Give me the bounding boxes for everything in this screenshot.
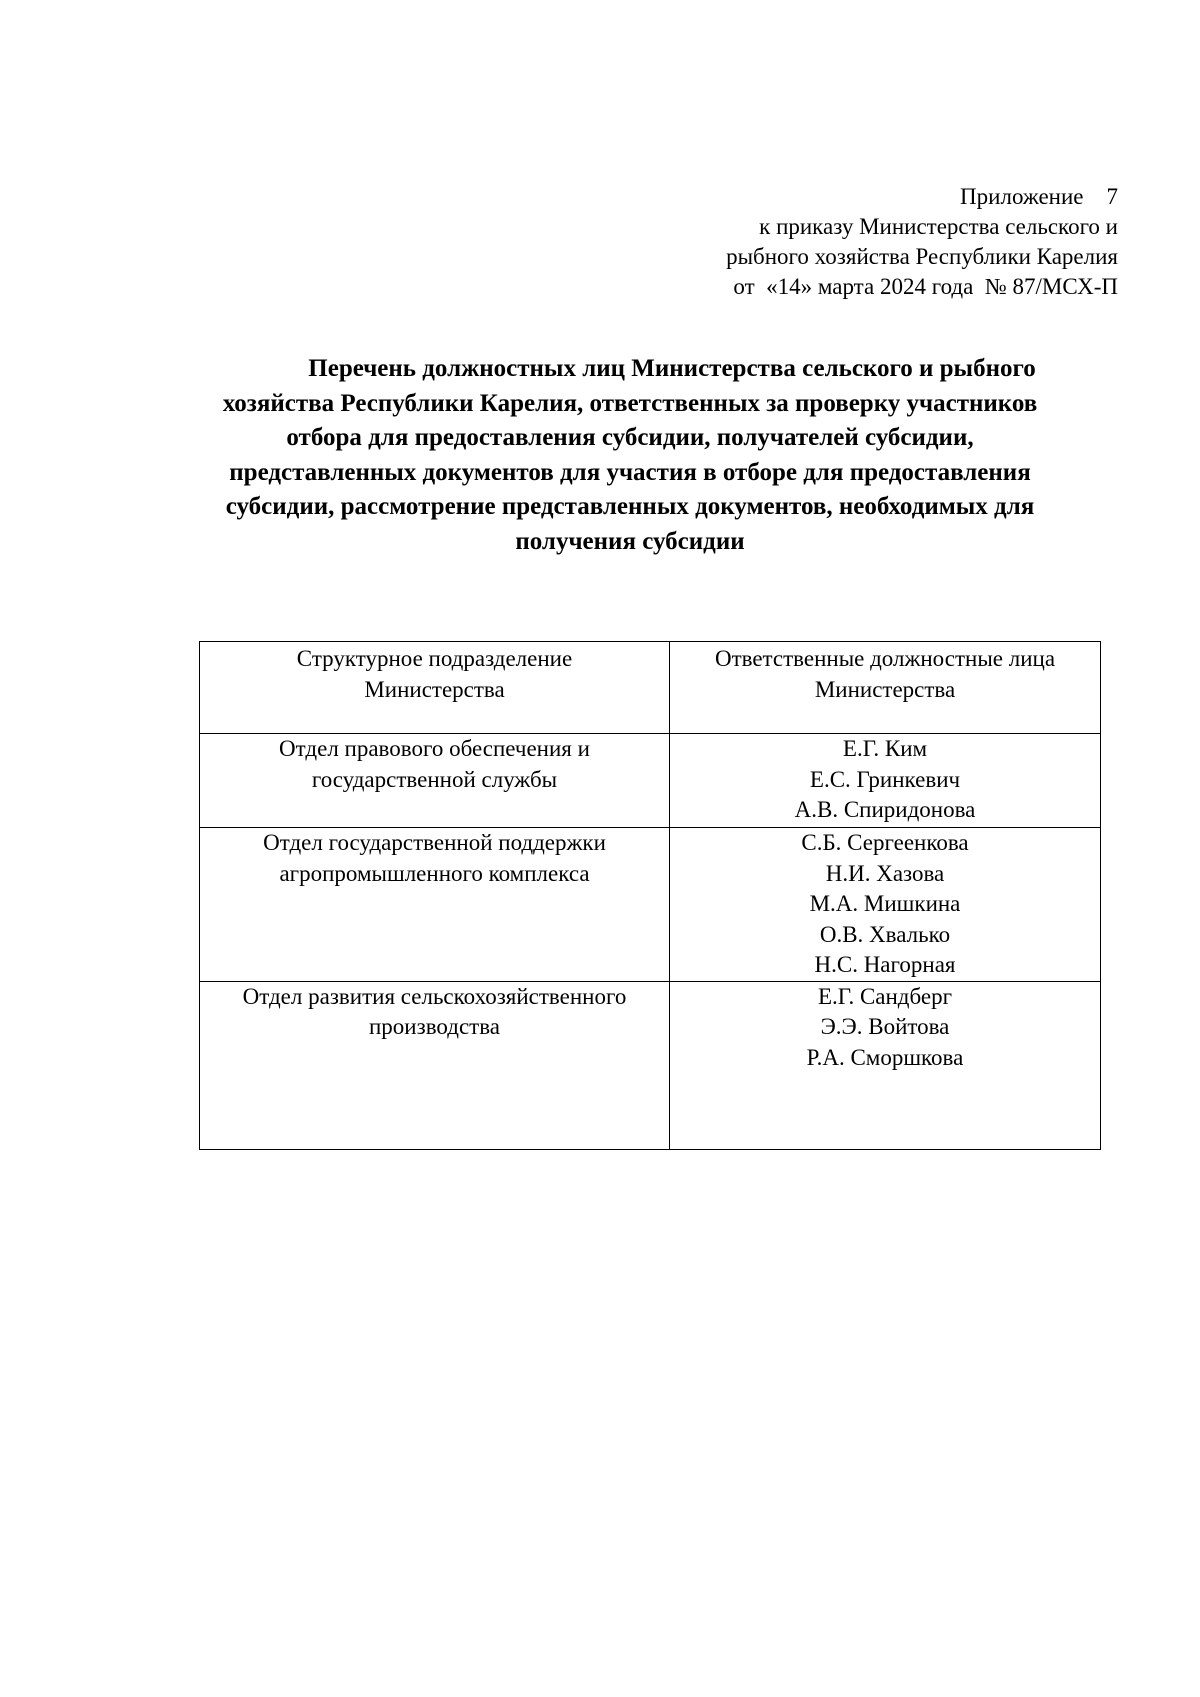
officials-table (199, 641, 1101, 1150)
title-line: отбора для предоставления субсидии, получателей субсидии, (286, 424, 974, 451)
department-cell (200, 734, 670, 828)
document-title (140, 352, 1120, 559)
appendix-label: Приложение 7 (960, 184, 1118, 209)
header-department (200, 642, 670, 734)
official-name: Н.С. Нагорная (814, 952, 956, 977)
appendix-order-date-number: от «14» марта 2024 года № 87/МСХ-П (733, 274, 1118, 299)
title-line: субсидии, рассмотрение представленных документов, необходимых для (225, 493, 1035, 520)
department-line: агропромышленного комплекса (279, 860, 590, 886)
title-line: получения субсидии (515, 527, 745, 555)
department-cell (200, 828, 670, 982)
header-line: Министерства (814, 676, 956, 702)
appendix-header (726, 182, 1118, 302)
header-line: Министерства (364, 676, 505, 702)
department-line: Отдел правового обеспечения и (279, 736, 590, 761)
department-line: производства (369, 1014, 500, 1039)
table-row (200, 734, 1101, 828)
table-header-row (200, 642, 1101, 734)
official-name: А.В. Спиридонова (794, 797, 976, 822)
department-cell (200, 981, 670, 1149)
appendix-order-ref: к приказу Министерства сельского и (759, 214, 1118, 239)
officials-cell (670, 828, 1101, 982)
table-row (200, 981, 1101, 1149)
official-name: М.А. Мишкина (809, 891, 961, 916)
official-name: Е.С. Гринкевич (809, 766, 961, 792)
header-line: Ответственные должностные лица (714, 646, 1056, 671)
appendix-ministry: рыбного хозяйства Республики Карелия (726, 244, 1118, 269)
department-line: Отдел государственной поддержки (263, 830, 606, 855)
header-officials (670, 642, 1101, 734)
officials-cell (670, 734, 1101, 828)
title-line: Перечень должностных лиц Министерства сельского и рыбного (308, 355, 1036, 382)
official-name: Э.Э. Войтова (820, 1014, 950, 1039)
title-line: представленных документов для участия в отборе для предоставления (229, 458, 1031, 486)
title-line: хозяйства Республики Карелия, ответственных за проверку участников (222, 389, 1038, 417)
official-name: Р.А. Сморшкова (806, 1044, 964, 1070)
department-line: государственной службы (311, 766, 558, 792)
official-name: О.В. Хвалько (819, 921, 951, 947)
official-name: С.Б. Сергеенкова (801, 830, 969, 855)
official-name: Н.И. Хазова (825, 860, 945, 886)
header-line: Структурное подразделение (296, 646, 573, 671)
department-line: Отдел развития сельскохозяйственного (242, 983, 627, 1009)
table-row (200, 828, 1101, 982)
officials-cell (670, 981, 1101, 1149)
official-name: Е.Г. Сандберг (817, 983, 953, 1009)
official-name: Е.Г. Ким (842, 736, 928, 761)
